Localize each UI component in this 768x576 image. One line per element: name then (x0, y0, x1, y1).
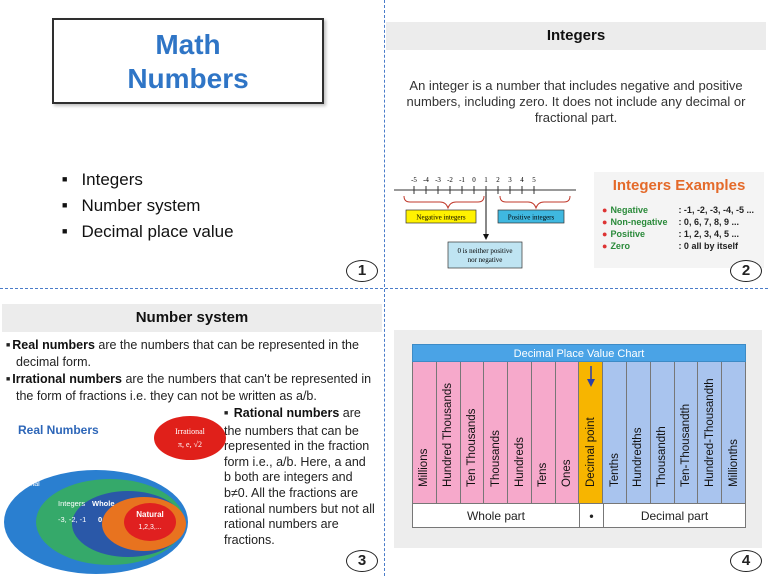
decimal-place-column (675, 362, 699, 504)
real-numbers-text: are the numbers that can be represented in the decimal form. (16, 338, 359, 369)
example-row (594, 240, 764, 252)
number-line-tick-label: -1 (459, 176, 465, 184)
real-numbers-venn-diagram (0, 414, 226, 574)
column-label: Tenths (608, 453, 621, 487)
slide-number-badge: 4 (730, 550, 762, 572)
bullet-dot-icon: ● (602, 217, 608, 227)
positive-integers-label: Positive integers (507, 213, 555, 222)
whole-example: 0 (98, 515, 103, 524)
irrational-numbers-text: are the numbers that can't be represented in the form of fractions i.e. they can not be written as a/b. (16, 372, 372, 403)
example-label: Positive (610, 229, 645, 239)
integers-description: An integer is a number that includes negative and positive numbers, including zero. It does not include any decimal or fractional part. (406, 78, 746, 125)
column-label: Decimal point (584, 417, 597, 487)
natural-ellipse (124, 503, 176, 541)
number-line-diagram (390, 168, 580, 278)
decimal-place-value-chart (412, 344, 746, 528)
number-system-header: Number system (2, 304, 382, 332)
rational-numbers-text: are the numbers that can be represented in the fraction form i.e., a/b. Here, a and b both are integers and b≠0. All the fractions are rational numbers but not all rational numbers are fractions. (224, 406, 375, 547)
decimal-point-column (579, 362, 603, 504)
column-label: Hundredths (632, 427, 645, 487)
chart-title: Decimal Place Value Chart (412, 344, 746, 362)
column-label: Hundred-Thousandth (703, 378, 716, 487)
example-label: Zero (610, 241, 630, 251)
irrational-examples: π, e, √2 (178, 440, 202, 449)
slide-number-badge: 3 (346, 550, 378, 572)
topic-list (62, 168, 234, 246)
bullet-dot-icon: ● (602, 229, 608, 239)
negative-brace (404, 196, 484, 208)
example-row (594, 204, 764, 216)
column-label: Hundreds (513, 437, 526, 487)
irrational-label: Irrational (175, 427, 205, 436)
decimal-place-column (603, 362, 627, 504)
irrational-numbers-term: Irrational numbers (12, 372, 122, 386)
example-label: Non-negative (610, 217, 668, 227)
example-row (594, 216, 764, 228)
column-label: Hundred Thousands (442, 383, 455, 487)
real-numbers-diagram-title: Real Numbers (18, 423, 99, 437)
number-line-tick-label: -5 (411, 176, 417, 184)
positive-brace (500, 196, 570, 208)
whole-place-column (556, 362, 580, 504)
number-line-tick-label: -4 (423, 176, 429, 184)
irrational-circle (154, 416, 226, 460)
zero-label-box (448, 242, 522, 268)
integers-header: Integers (386, 22, 766, 50)
zero-arrow-head (483, 234, 489, 240)
example-value: : 1, 2, 3, 4, 5 ... (678, 229, 739, 239)
slide-number-badge: 1 (346, 260, 378, 282)
chart-footer (412, 504, 746, 528)
negative-integers-label: Negative integers (416, 213, 466, 222)
number-line-tick-label: -3 (435, 176, 441, 184)
column-label: Ten-Thousandth (679, 403, 692, 487)
whole-place-column (461, 362, 485, 504)
example-row (594, 228, 764, 240)
number-line-tick-label: 0 (472, 176, 476, 184)
bullet-dot-icon: ● (602, 205, 608, 215)
whole-place-column (437, 362, 461, 504)
column-label: Tens (537, 462, 550, 487)
rational-numbers-bullet (224, 406, 376, 548)
decimal-place-column (651, 362, 675, 504)
number-line-tick-label: -2 (447, 176, 453, 184)
whole-place-column (532, 362, 556, 504)
slide-number-badge: 2 (730, 260, 762, 282)
whole-place-column (484, 362, 508, 504)
whole-place-column (413, 362, 437, 504)
whole-part-label: Whole part (413, 504, 580, 527)
example-label: Negative (610, 205, 648, 215)
number-line-tick-label: 3 (508, 176, 512, 184)
bullet-dot-icon: ● (602, 241, 608, 251)
title-line-1: Math (155, 29, 221, 60)
column-label: Thousandth (656, 426, 669, 487)
number-line-labels (411, 176, 536, 184)
decimal-place-column (722, 362, 746, 504)
square-bullet-icon: ■ (6, 376, 11, 383)
natural-label: Natural (136, 510, 164, 519)
number-line-tick-label: 1 (484, 176, 488, 184)
integers-examples-title: Integers Examples (612, 177, 746, 194)
column-label: Ones (561, 459, 574, 487)
integers-examples: -3, -2, -1 (58, 515, 87, 524)
title-line-2: Numbers (127, 63, 249, 94)
number-line-tick-label: 2 (496, 176, 500, 184)
decimal-place-column (627, 362, 651, 504)
square-bullet-icon: ■ (6, 342, 11, 349)
square-bullet-icon: ■ (224, 410, 229, 417)
decimal-point-symbol: • (580, 504, 604, 527)
rational-numbers-term: Rational numbers (233, 406, 340, 420)
number-system-bullets (6, 338, 378, 406)
place-value-columns (412, 362, 746, 504)
column-label: Thousands (489, 430, 502, 487)
decimal-part-label: Decimal part (640, 509, 709, 523)
column-label: Millionths (727, 439, 740, 487)
whole-label: Whole (92, 499, 115, 508)
zero-label-line-2: nor negative (467, 256, 503, 264)
decimal-place-column (698, 362, 722, 504)
arrow-down-icon (586, 366, 596, 388)
number-line-tick-label: 5 (532, 176, 536, 184)
zero-label-line-1: 0 is neither positive (457, 247, 513, 255)
topic-item: ■ Number system (62, 194, 234, 220)
example-value: : 0 all by itself (678, 241, 738, 251)
real-numbers-bullet (6, 338, 378, 370)
column-label: Ten Thousands (465, 408, 478, 487)
whole-place-column (508, 362, 532, 504)
topic-item: ■ Decimal place value (62, 220, 234, 246)
real-numbers-term: Real numbers (12, 338, 95, 352)
irrational-numbers-bullet (6, 372, 378, 404)
number-line-tick-label: 4 (520, 176, 524, 184)
example-value: : 0, 6, 7, 8, 9 ... (678, 217, 739, 227)
example-value: : -1, -2, -3, -4, -5 ... (678, 205, 754, 215)
rational-label: Rational (14, 481, 40, 488)
integers-examples-box (594, 172, 764, 268)
column-label: Millions (418, 448, 431, 487)
topic-item: ■ Integers (62, 168, 234, 194)
title-box (52, 18, 324, 104)
integers-label: Integers (58, 499, 86, 508)
horizontal-divider (0, 288, 768, 289)
natural-examples: 1,2,3,... (138, 524, 162, 531)
